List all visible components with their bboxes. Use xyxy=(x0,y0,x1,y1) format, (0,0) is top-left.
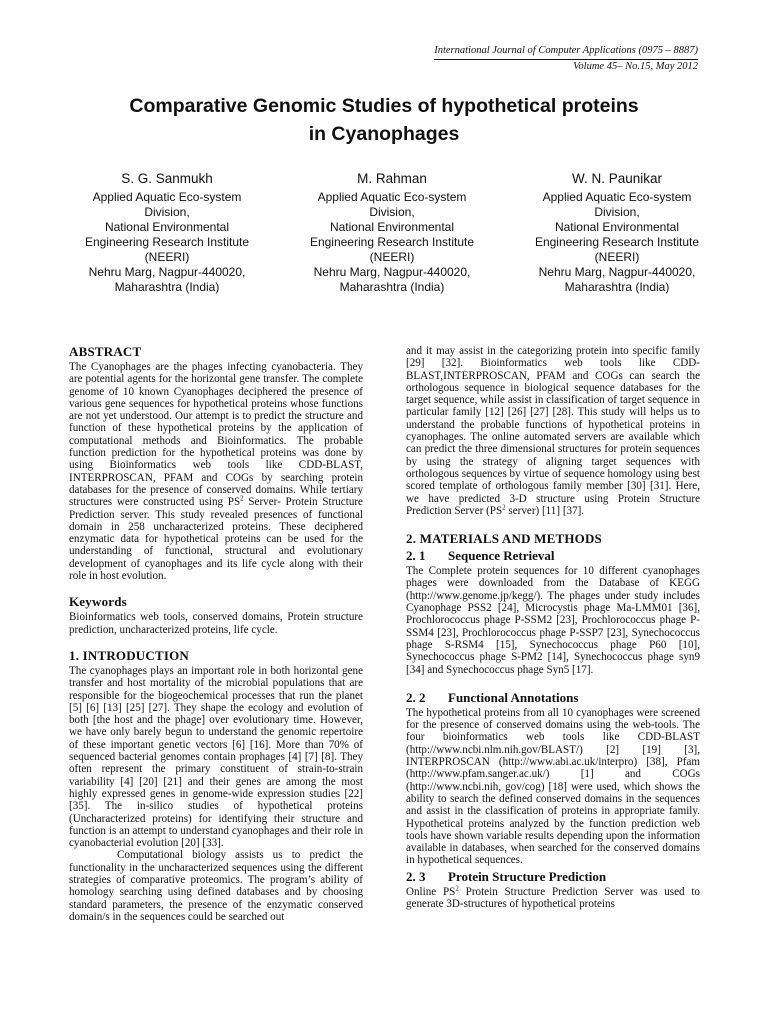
introduction-paragraph-1: The cyanophages plays an important role in both horizontal gene transfer and host mortality of the microbial populations that are responsible for the biogeochemical processes that run the planet [5] [6] [13] [25] [27]. They shape the ecology and evolution of both [the host and the phage] over evolutionary time. However, we have only barely begun to understand the genomic repertoire of these important genetic vectors [6] [16]. More than 70% of sequenced bacterial genomes contain prophages [4] [7] [8]. They often represent the primary constituent of strain-to-strain variability [4] [20] [21] and their genes are among the most highly expressed genes in genome-wide expression studies [22] [35]. The in-silico studies of hypothetical proteins (Uncharacterized proteins) for identifying their structure and function is an attempt to understand cyanophages and their role in cyanobacterial evolution [20] [33]. xyxy=(69,664,363,850)
keywords-text: Bioinformatics web tools, conserved domains, Protein structure prediction, uncharacterized proteins, life cycle. xyxy=(69,611,363,636)
author-name: W. N. Paunikar xyxy=(571,171,663,186)
section-2-1-heading: 2. 1 Sequence Retrieval xyxy=(406,548,555,564)
author-affiliation: Maharashtra (India) xyxy=(339,280,445,294)
author-3 xyxy=(512,170,722,295)
keywords-heading: Keywords xyxy=(69,594,127,610)
journal-name: International Journal of Computer Applications (0975 – 8887) xyxy=(434,44,698,60)
author-affiliation: (NEERI) xyxy=(144,250,190,264)
section-2-3-text: Online $PS^2$ Protein Structure Prediction Server was used to generate 3D-structures of hypothetical proteins xyxy=(406,884,700,910)
journal-header xyxy=(434,44,698,74)
section-2-3-heading: 2. 3 Protein Structure Prediction xyxy=(406,868,607,884)
author-affiliation: Engineering Research Institute xyxy=(84,235,250,249)
author-name: M. Rahman xyxy=(357,171,427,186)
author-1 xyxy=(62,170,272,295)
introduction-paragraph-2: Computational biology assists us to predict the functionality in the uncharacterized sequences using the different strategies of comparative proteomics. The program’s ability of homology searching using defined databases and by choosing standard parameters, the presence of the enzymatic conserved domain/s in the sequences could be searched out xyxy=(69,849,363,923)
author-2 xyxy=(287,170,497,295)
abstract-text: The Cyanophages are the phages infecting cyanobacteria. They are potential agents for the horizontal gene transfer. The complete genome of 10 known Cyanophages deciphered the presence of various gene sequences for hypothetical proteins whose functions are not yet understood. Our attempt is to predict the structure and function of these hypothetical proteins by the application of computational methods and Bioinformatics. The probable function prediction for the hypothetical proteins was done by using Bioinformatics web tools like CDD-BLAST, INTERPROSCAN, PFAM and COGs by searching protein databases for the presence of conserved domains. While tertiary structures were constructed using $PS^2$ Server- Protein Structure Prediction server. This study revealed presences of functional domain in 258 uncharacterized proteins. These deciphered enzymatic data for hypothetical proteins can be used for the understanding of functional, structural and evolutionary development of cyanophages and its life cycle along with their role in host evolution. xyxy=(69,361,363,583)
author-affiliation: (NEERI) xyxy=(594,250,640,264)
author-name: S. G. Sanmukh xyxy=(121,171,213,186)
author-affiliation: National Environmental xyxy=(104,220,230,234)
journal-volume: Volume 45– No.15, May 2012 xyxy=(573,61,698,72)
section-2-2-heading: 2. 2 Functional Annotations xyxy=(406,689,579,705)
title-line-2: in Cyanophages xyxy=(308,123,460,145)
title-line-1: Comparative Genomic Studies of hypothetical proteins xyxy=(129,95,639,117)
author-affiliation: Nehru Marg, Nagpur-440020, xyxy=(88,265,246,279)
author-affiliation: Division, xyxy=(594,205,640,219)
right-column xyxy=(406,345,700,910)
introduction-heading: 1. INTRODUCTION xyxy=(69,647,190,663)
abstract-heading: ABSTRACT xyxy=(69,344,142,359)
author-affiliation: National Environmental xyxy=(554,220,680,234)
author-affiliation: Applied Aquatic Eco-system xyxy=(317,190,467,204)
author-list xyxy=(62,170,722,295)
author-affiliation: Division, xyxy=(369,205,415,219)
author-affiliation: Maharashtra (India) xyxy=(564,280,670,294)
author-affiliation: National Environmental xyxy=(329,220,455,234)
section-2-2-text: The hypothetical proteins from all 10 cyanophages were screened for the presence of conserved domains using the web-tools. The four bioinformatics web tools like CDD-BLAST (http://www.ncbi.nlm.nih.gov/BLAST/) [2] [19] [3], INTERPROSCAN (http://www.abi.ac.uk/interpro) [38], Pfam (http://www.pfam.sanger.ac.uk/) [1] and COGs (http://www.ncbi.nih, gov/cog) [18] were used, which shows the ability to search the defined conserved domains in the sequences and assist in the classification of proteins in appropriate family. Hypothetical proteins analyzed by the function prediction web tools have shown variable results depending upon the information available in databases, when searched for the conserved domains in hypothetical sequences. xyxy=(406,706,700,867)
author-affiliation: Engineering Research Institute xyxy=(534,235,700,249)
author-affiliation: Nehru Marg, Nagpur-440020, xyxy=(313,265,471,279)
section-2-1-text: The Complete protein sequences for 10 different cyanophages phages were downloaded from the Database of KEGG (http://www.genome.jp/kegg/). The phages under study includes Cyanophage PSS2 [24], Microcystis phage Ma-LMM01 [36], Prochlorococcus phage P-SSM2 [23], Prochlorococcus phage P-SSM4 [23], Prochlorococcus phage P-SSP7 [23], Synechococcus phage S-RSM4 [15], Synechococcus phage P60 [10], Synechococcus phage S-PM2 [14], Synechococcus phage syn9 [34] and Synechococcus phage Syn5 [17]. xyxy=(406,565,700,676)
introduction-paragraph-3: and it may assist in the categorizing protein into specific family [29] [32]. Bioinformatics web tools like CDD-BLAST,INTERPROSCAN, PFAM and COGs can search the orthologous sequence in biological sequence databases for the target sequence, while assist in classification of target sequence in particular family [12] [26] [27] [28]. This study will helps us to understand the probable functions of hypothetical proteins in cyanophages. The online automated servers are available which can predict the three dimensional structures for protein sequences by using the strategy of aligning target sequences with orthologous sequences by virtue of sequence homology using best scored template of orthologous family member [30] [31]. Here, we have predicted 3-D structure using Protein Structure Prediction Server ($PS^2$ server) [11] [37]. xyxy=(406,345,700,517)
methods-heading: 2. MATERIALS AND METHODS xyxy=(406,531,602,547)
author-affiliation: Nehru Marg, Nagpur-440020, xyxy=(538,265,696,279)
paper-title xyxy=(40,92,728,148)
author-affiliation: Maharashtra (India) xyxy=(114,280,220,294)
author-affiliation: Applied Aquatic Eco-system xyxy=(542,190,692,204)
author-affiliation: (NEERI) xyxy=(369,250,415,264)
author-affiliation: Applied Aquatic Eco-system xyxy=(92,190,242,204)
author-affiliation: Engineering Research Institute xyxy=(309,235,475,249)
author-affiliation: Division, xyxy=(144,205,190,219)
left-column xyxy=(69,344,363,923)
